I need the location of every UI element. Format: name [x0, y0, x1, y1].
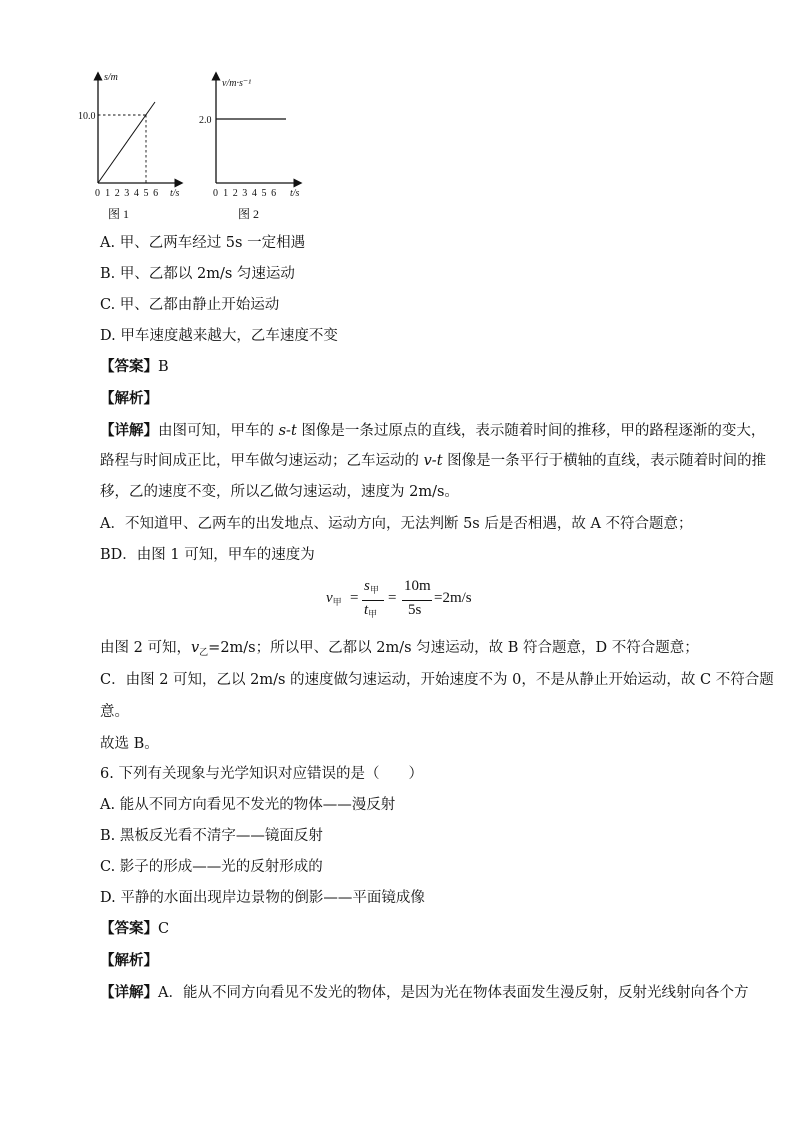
- fig1-x-tick-6: 6: [153, 188, 159, 199]
- fig2-x-tick-6: 6: [271, 188, 277, 199]
- q5-detail-var-st: s-t: [278, 423, 297, 439]
- q5-detail-line-2b: 图像是一条平行于横轴的直线，表示随着时间的推: [442, 453, 767, 469]
- q5-analysis-heading: [100, 389, 158, 409]
- fig2-x-axis-label: t/s: [290, 188, 300, 199]
- q5-answer: [100, 357, 169, 377]
- fig1-x-tick-5: 5: [143, 188, 149, 199]
- q6-detail-line-1: [100, 983, 748, 1003]
- q5-detail-line-2: [100, 451, 766, 471]
- formula-t: t: [364, 602, 369, 618]
- q5-line-a: A．不知道甲、乙两车的出发地点、运动方向，无法判断 5s 后是否相遇，故 A 不符合题意；: [100, 516, 693, 532]
- fig2-x-tick-0: 0: [213, 188, 218, 199]
- q5-line-fig2-b: =2m/s；所以甲、乙都以 2m/s 匀速运动，故 B 符合题意，D 不符合题意；: [208, 640, 699, 656]
- q5-answer-value: B: [158, 359, 169, 375]
- formula-eq-1: =: [350, 590, 359, 606]
- fig1-x-tick-1: 1: [105, 188, 111, 199]
- q5-detail-line-2a: 路程与时间成正比，甲车做匀速运动；乙车运动的: [100, 453, 424, 469]
- formula-s: s: [364, 578, 370, 594]
- fig2-y-tick-label: 2.0: [199, 115, 212, 126]
- fig1-x-tick-4: 4: [133, 188, 139, 199]
- q5-analysis-tag: 【解析】: [100, 390, 158, 407]
- q5-line-fig2-var: v: [190, 640, 200, 656]
- formula-v: v: [326, 590, 333, 606]
- q5-detail-line-3: 移，乙的速度不变，所以乙做匀速运动，速度为 2m/s。: [100, 484, 459, 500]
- formula-denominator: 5s: [408, 602, 422, 618]
- q5-option-a: A. 甲、乙两车经过 5s 一定相遇: [100, 235, 306, 251]
- q5-line-fig2-a: 由图 2 可知，: [100, 640, 191, 656]
- q5-option-c: C. 甲、乙都由静止开始运动: [100, 297, 280, 313]
- fig2-x-tick-5: 5: [261, 188, 267, 199]
- fig2-caption: 图 2: [238, 207, 260, 221]
- q5-line-fig2: [100, 638, 699, 663]
- q5-line-fig2-sub: 乙: [199, 648, 209, 658]
- fig1-caption: 图 1: [108, 207, 130, 221]
- formula-fraction-bar-1: [362, 600, 384, 601]
- q5-detail-var-vt: v-t: [423, 453, 443, 469]
- q5-answer-tag: 【答案】: [100, 358, 158, 375]
- q6-option-c: C. 影子的形成——光的反射形成的: [100, 859, 323, 875]
- fig2-x-tick-4: 4: [251, 188, 257, 199]
- q6-option-d: D. 平静的水面出现岸边景物的倒影——平面镜成像: [100, 890, 425, 906]
- q5-detail-line-1b: 图像是一条过原点的直线，表示随着时间的推移，甲的路程逐渐的变大，: [296, 423, 766, 439]
- formula-v-sub: 甲: [332, 597, 342, 607]
- q5-detail-tag: 【详解】: [100, 422, 158, 439]
- q5-option-b: B. 甲、乙都以 2m/s 匀速运动: [100, 266, 295, 282]
- q6-analysis-tag: 【解析】: [100, 952, 158, 969]
- fig1-x-axis-label: t/s: [170, 188, 180, 199]
- q5-line-c1: C．由图 2 可知，乙以 2m/s 的速度做匀速运动，开始速度不为 0，不是从静止开始运动，故 C 不符合题: [100, 672, 774, 688]
- fig2-x-tick-3: 3: [242, 188, 248, 199]
- formula-fraction-bar-2: [402, 600, 432, 601]
- q5-conclusion: 故选 B。: [100, 736, 159, 752]
- figure-1-st-graph: [78, 66, 188, 228]
- q5-line-c2: 意。: [100, 704, 129, 720]
- fig2-x-tick-1: 1: [223, 188, 229, 199]
- q6-option-a: A. 能从不同方向看见不发光的物体——漫反射: [100, 797, 396, 813]
- q6-detail-line-1-text: A．能从不同方向看见不发光的物体，是因为光在物体表面发生漫反射，反射光线射向各个方: [158, 985, 749, 1001]
- formula-s-sub: 甲: [369, 585, 379, 595]
- q6-option-b: B. 黑板反光看不清字——镜面反射: [100, 828, 323, 844]
- formula-result: =2m/s: [434, 590, 472, 606]
- formula-eq-2: =: [388, 590, 397, 606]
- fig1-x-tick-0: 0: [95, 188, 100, 199]
- formula-numerator: 10m: [404, 578, 431, 594]
- q5-option-d: D. 甲车速度越来越大，乙车速度不变: [100, 328, 338, 344]
- q5-line-bd: BD．由图 1 可知，甲车的速度为: [100, 547, 315, 563]
- q6-stem: 6. 下列有关现象与光学知识对应错误的是（ ）: [100, 766, 423, 782]
- fig1-y-axis-label: s/m: [104, 72, 118, 83]
- fig1-x-tick-2: 2: [114, 188, 120, 199]
- q6-detail-tag: 【详解】: [100, 984, 158, 1001]
- q5-detail-line-1a: 由图可知，甲车的: [158, 423, 279, 439]
- fig2-x-tick-2: 2: [232, 188, 238, 199]
- formula-t-sub: 甲: [368, 609, 378, 619]
- q5-detail-line-1: [100, 421, 765, 441]
- fig1-y-tick-label: 10.0: [78, 111, 96, 122]
- q6-answer-tag: 【答案】: [100, 920, 158, 937]
- fig1-x-tick-3: 3: [124, 188, 130, 199]
- q6-answer: [100, 919, 169, 939]
- figure-2-vt-graph: [196, 66, 311, 228]
- fig2-y-axis-label: v/m·s⁻¹: [222, 78, 252, 89]
- q6-analysis-heading: [100, 951, 158, 971]
- q6-answer-value: C: [158, 921, 170, 937]
